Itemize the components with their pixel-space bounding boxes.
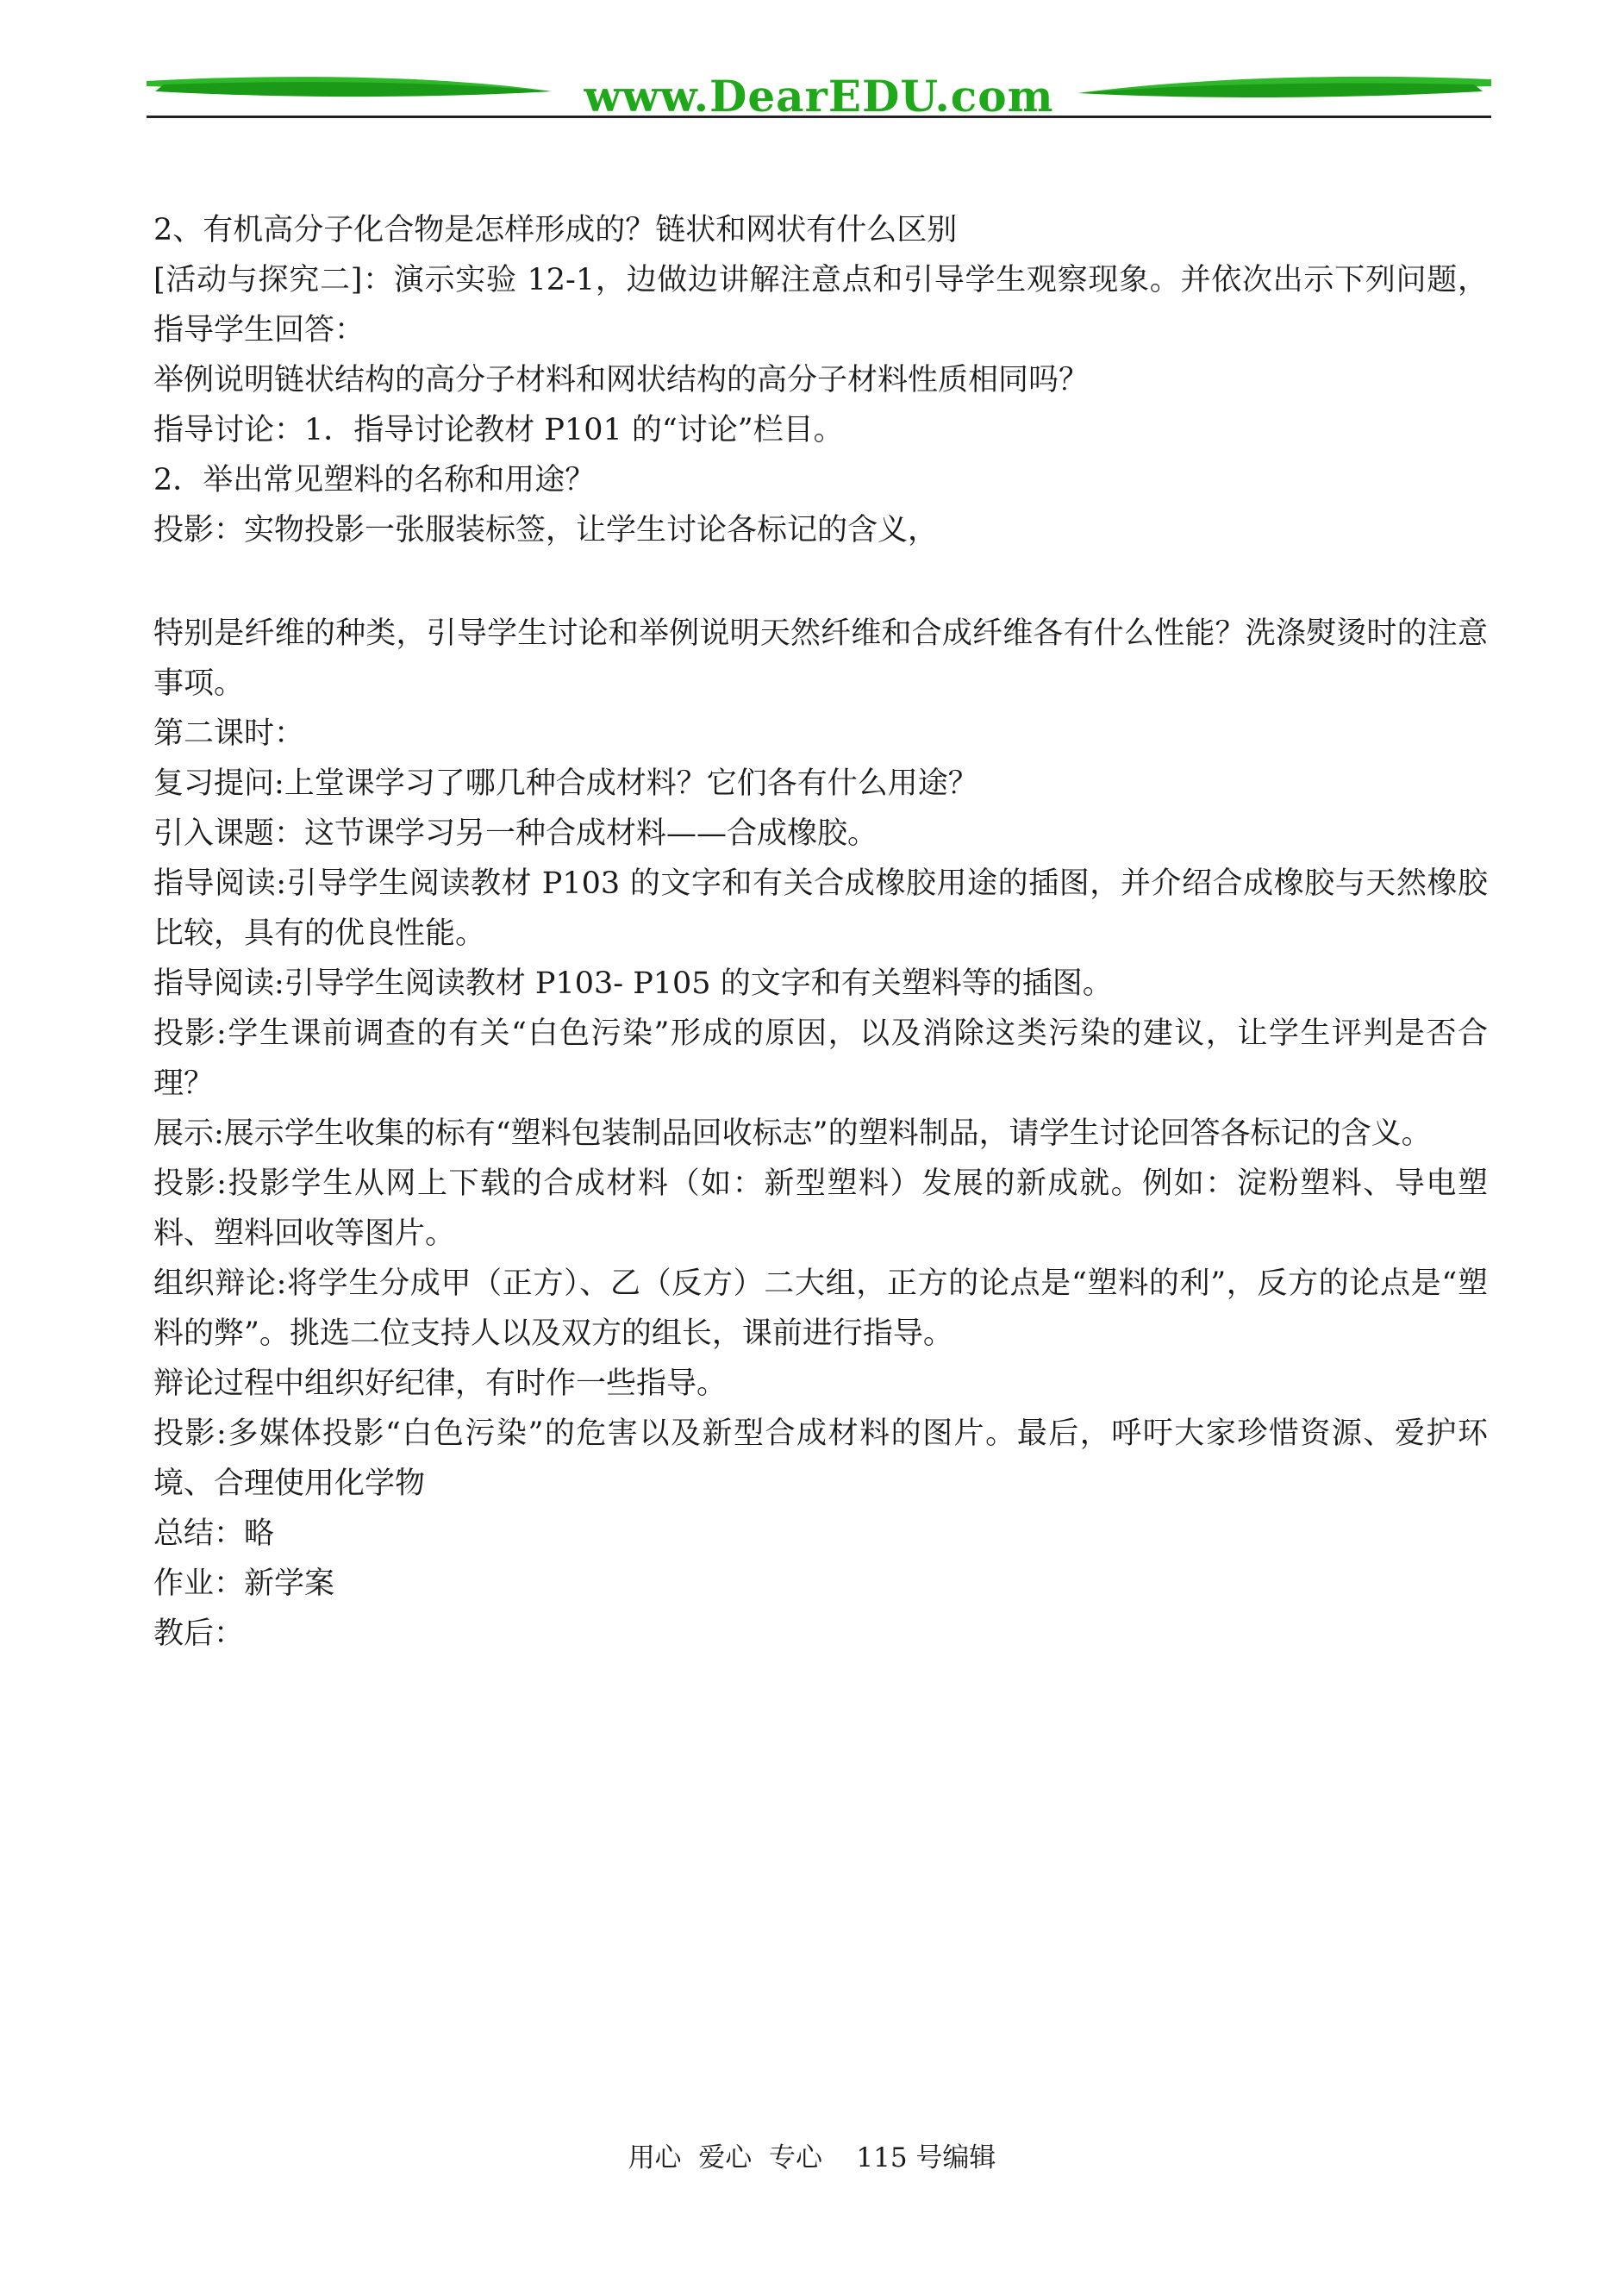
header-divider (147, 116, 1491, 118)
page-header (147, 62, 1491, 131)
site-logo-text: www.DearEDU.com (584, 71, 1054, 122)
text-line: 教后： (153, 1617, 245, 1651)
page-footer: 用心 爱心 专心 115 号编辑 (628, 2142, 996, 2173)
paragraph-gap (153, 555, 1488, 609)
text-line: 第二课时： (153, 716, 305, 751)
text-line: 辩论过程中组织好纪律，有时作一些指导。 (153, 1366, 728, 1401)
text-line: 举例说明链状结构的高分子材料和网状结构的高分子材料性质相同吗？ (153, 363, 1090, 397)
text-line: 指导阅读:引导学生阅读教材 P103- P105 的文字和有关塑料等的插图。 (153, 966, 1113, 1001)
text-line: 投影：实物投影一张服装标签，让学生讨论各标记的含义， (153, 513, 939, 547)
text-line: 投影:多媒体投影“白色污染”的危害以及新型合成材料的图片。最后，呼吁大家珍惜资源、爱护环境、合理使用化学物 (153, 1416, 1488, 1501)
text-line: [活动与探究二]：演示实验 12-1，边做边讲解注意点和引导学生观察现象。并依次出示下列问题，指导学生回答： (153, 263, 1488, 347)
text-line: 投影:学生课前调查的有关“白色污染”形成的原因，以及消除这类污染的建议，让学生评判是否合理？ (153, 1016, 1488, 1101)
text-line: 展示:展示学生收集的标有“塑料包装制品回收标志”的塑料制品，请学生讨论回答各标记的含义。 (153, 1116, 1432, 1151)
text-line: 投影:投影学生从网上下载的合成材料（如：新型塑料）发展的新成就。例如：淀粉塑料、导电塑料、塑料回收等图片。 (153, 1166, 1488, 1251)
text-line: 特别是纤维的种类，引导学生讨论和举例说明天然纤维和合成纤维各有什么性能？洗涤熨烫时的注意事项。 (153, 616, 1488, 701)
text-line: 作业：新学案 (153, 1566, 335, 1601)
text-line: 引入课题：这节课学习另一种合成材料——合成橡胶。 (153, 816, 878, 851)
text-line: 2．举出常见塑料的名称和用途？ (153, 463, 596, 497)
text-line: 总结：略 (153, 1516, 275, 1551)
text-line: 组织辩论:将学生分成甲（正方）、乙（反方）二大组，正方的论点是“塑料的利”，反方的论点是“塑料的弊”。挑选二位支持人以及双方的组长，课前进行指导。 (153, 1266, 1488, 1351)
text-line: 2、有机高分子化合物是怎样形成的？链状和网状有什么区别 (153, 213, 958, 247)
document-body (153, 205, 1488, 1659)
text-line: 复习提问:上堂课学习了哪几种合成材料？它们各有什么用途？ (153, 766, 978, 801)
text-line: 指导讨论：1．指导讨论教材 P101 的“讨论”栏目。 (153, 413, 844, 447)
text-line: 指导阅读:引导学生阅读教材 P103 的文字和有关合成橡胶用途的插图，并介绍合成橡胶与天然橡胶比较，具有的优良性能。 (153, 866, 1488, 951)
